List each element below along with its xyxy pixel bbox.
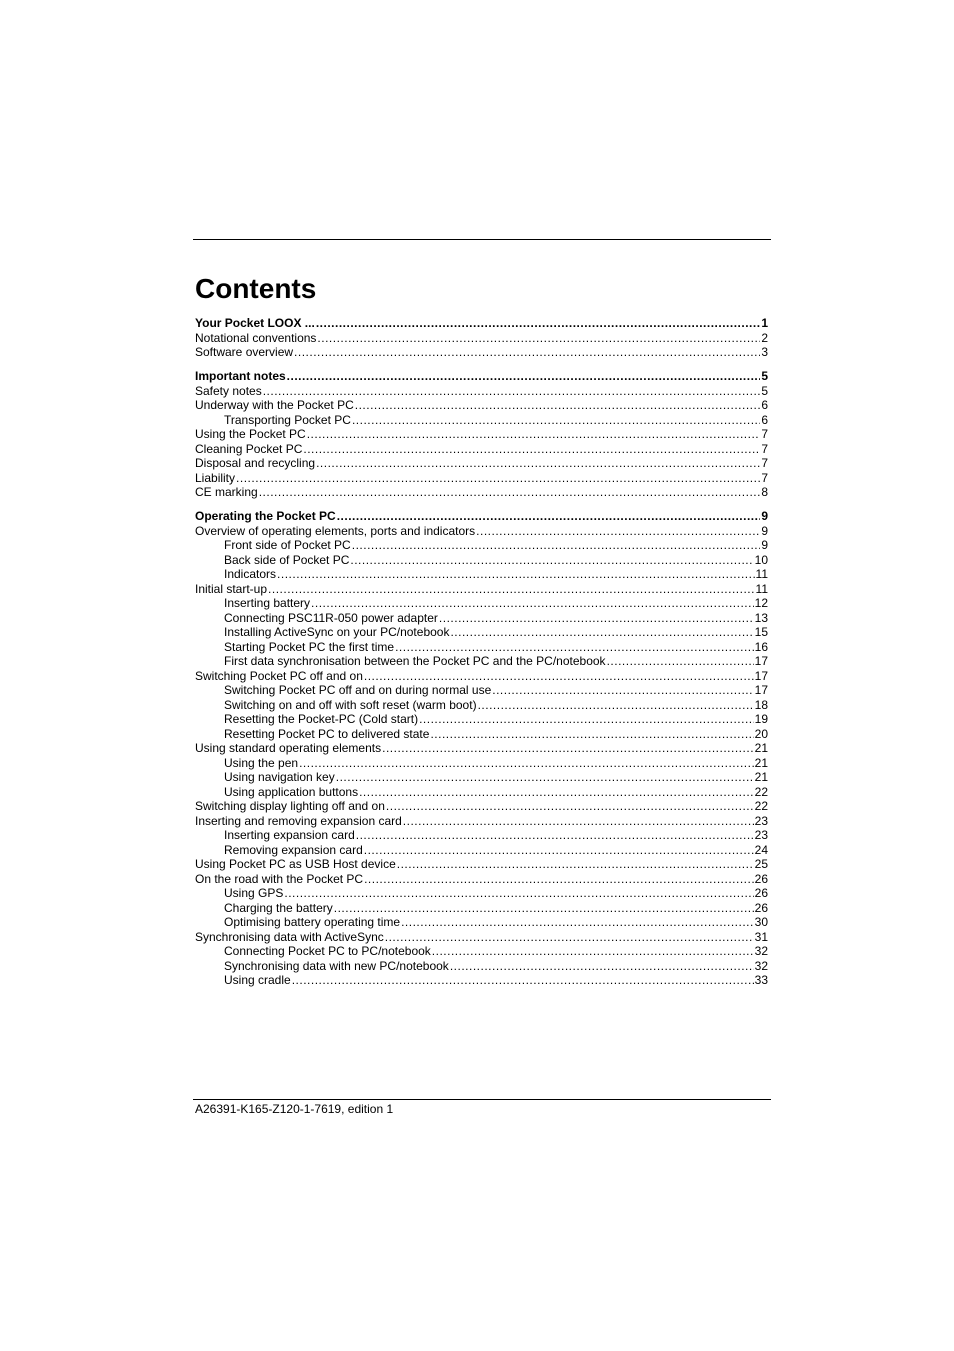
toc-subsection-entry[interactable] [195, 915, 768, 930]
toc-entry-title: CE marking [195, 485, 258, 499]
toc-dot-leader [316, 456, 760, 471]
toc-dot-leader [386, 799, 754, 814]
toc-subsection-entry[interactable] [195, 901, 768, 916]
toc-entry-title: Switching Pocket PC off and on [195, 668, 363, 683]
toc-entry-page-number: 17 [754, 683, 768, 697]
toc-section-entry[interactable] [195, 331, 768, 346]
toc-entry-page-number: 21 [754, 755, 768, 770]
toc-entry-title: Installing ActiveSync on your PC/notebook [224, 625, 450, 639]
toc-dot-leader [385, 930, 754, 945]
page-title: Contents [195, 273, 317, 304]
toc-entry-title: Optimising battery operating time [224, 915, 401, 929]
toc-entry-title: Notational conventions [195, 330, 317, 345]
toc-subsection-entry[interactable] [195, 973, 768, 988]
toc-subsection-entry[interactable] [195, 413, 768, 428]
toc-subsection-entry[interactable] [195, 625, 768, 640]
toc-dot-leader [397, 857, 754, 872]
toc-entry-page-number: 32 [754, 958, 768, 973]
toc-entry-page-number: 15 [754, 625, 768, 639]
footer-document-id: A26391-K165-Z120-1-7619, edition 1 [195, 1102, 394, 1116]
toc-entry-page-number: 31 [754, 929, 768, 944]
toc-entry-title: Cleaning Pocket PC [195, 441, 303, 456]
toc-dot-leader [350, 553, 753, 568]
toc-section-entry[interactable] [195, 930, 768, 945]
toc-section-entry[interactable] [195, 857, 768, 872]
toc-entry-page-number: 23 [754, 828, 768, 842]
toc-entry-title: Resetting the Pocket-PC (Cold start) [224, 712, 419, 726]
toc-entry-page-number: 21 [754, 770, 768, 784]
toc-entry-page-number: 3 [761, 345, 768, 359]
toc-dot-leader [403, 814, 754, 829]
toc-subsection-entry[interactable] [195, 959, 768, 974]
toc-subsection-entry[interactable] [195, 770, 768, 785]
toc-entry-page-number: 33 [754, 973, 768, 987]
toc-dot-leader [337, 509, 761, 524]
toc-entry-title: Liability [195, 470, 236, 485]
toc-entry-title: Removing expansion card [224, 842, 363, 857]
toc-entry-page-number: 10 [754, 552, 768, 567]
toc-entry-page-number: 9 [761, 538, 768, 552]
toc-entry-page-number: 17 [754, 668, 768, 683]
toc-subsection-entry[interactable] [195, 727, 768, 742]
toc-section-entry[interactable] [195, 471, 768, 486]
toc-chapter-entry[interactable] [195, 369, 768, 384]
toc-dot-leader [364, 843, 754, 858]
table-of-contents [195, 316, 768, 988]
toc-entry-page-number: 1 [761, 316, 768, 330]
toc-section-entry[interactable] [195, 398, 768, 413]
toc-dot-leader [317, 331, 760, 346]
toc-entry-page-number: 7 [761, 470, 768, 485]
toc-section-entry[interactable] [195, 814, 768, 829]
toc-entry-page-number: 22 [754, 784, 768, 799]
toc-entry-page-number: 30 [754, 915, 768, 929]
toc-subsection-entry[interactable] [195, 712, 768, 727]
toc-subsection-entry[interactable] [195, 698, 768, 713]
toc-section-entry[interactable] [195, 524, 768, 539]
toc-dot-leader [287, 369, 761, 384]
toc-entry-title: Important notes [195, 369, 286, 383]
toc-entry-title: Synchronising data with ActiveSync [195, 929, 384, 944]
toc-entry-title: Switching on and off with soft reset (warm boot) [224, 697, 477, 712]
toc-section-entry[interactable] [195, 456, 768, 471]
toc-dot-leader [277, 567, 755, 582]
toc-entry-page-number: 19 [754, 712, 768, 726]
toc-entry-page-number: 22 [754, 799, 768, 813]
toc-entry-title: Using the pen [224, 755, 299, 770]
toc-entry-page-number: 21 [754, 741, 768, 755]
toc-dot-leader [382, 741, 754, 756]
toc-chapter-entry[interactable] [195, 316, 768, 331]
toc-subsection-entry[interactable] [195, 944, 768, 959]
toc-dot-leader [284, 886, 753, 901]
toc-entry-page-number: 24 [754, 842, 768, 857]
toc-entry-page-number: 26 [754, 900, 768, 915]
toc-entry-title: Inserting battery [224, 596, 311, 610]
toc-subsection-entry[interactable] [195, 654, 768, 669]
toc-dot-leader [356, 828, 754, 843]
toc-dot-leader [352, 413, 760, 428]
toc-dot-leader [439, 611, 754, 626]
toc-entry-page-number: 2 [761, 330, 768, 345]
toc-chapter-entry[interactable] [195, 509, 768, 524]
toc-section-entry[interactable] [195, 872, 768, 887]
toc-entry-title: Using cradle [224, 973, 291, 987]
toc-dot-leader [303, 442, 760, 457]
toc-entry-page-number: 9 [761, 509, 768, 523]
toc-dot-leader [476, 524, 760, 539]
header-divider [193, 239, 771, 240]
toc-entry-title: Using standard operating elements [195, 741, 382, 755]
toc-entry-page-number: 11 [755, 581, 768, 596]
toc-entry-title: Overview of operating elements, ports and indicators [195, 523, 476, 538]
toc-entry-title: Synchronising data with new PC/notebook [224, 958, 449, 973]
toc-subsection-entry[interactable] [195, 756, 768, 771]
toc-entry-title: Safety notes [195, 383, 262, 398]
toc-section-entry[interactable] [195, 485, 768, 500]
toc-entry-title: Operating the Pocket PC [195, 509, 336, 523]
toc-section-entry[interactable] [195, 345, 768, 360]
toc-entry-page-number: 16 [754, 639, 768, 654]
toc-dot-leader [307, 427, 761, 442]
toc-entry-title: Transporting Pocket PC [224, 412, 351, 427]
toc-entry-title: Front side of Pocket PC [224, 538, 351, 552]
toc-entry-title: Using Pocket PC as USB Host device [195, 857, 396, 871]
toc-entry-title: Switching Pocket PC off and on during normal use [224, 683, 492, 697]
toc-section-entry[interactable] [195, 669, 768, 684]
toc-dot-leader [268, 582, 755, 597]
toc-dot-leader [359, 785, 754, 800]
toc-dot-leader [352, 538, 761, 553]
toc-subsection-entry[interactable] [195, 886, 768, 901]
toc-entry-page-number: 7 [761, 427, 768, 441]
toc-entry-page-number: 6 [761, 398, 768, 412]
toc-dot-leader [299, 756, 754, 771]
toc-entry-page-number: 5 [761, 383, 768, 398]
toc-entry-page-number: 17 [754, 654, 768, 668]
toc-section-entry[interactable] [195, 442, 768, 457]
toc-dot-leader [430, 727, 753, 742]
toc-entry-title: Inserting expansion card [224, 828, 355, 842]
toc-entry-title: Your Pocket LOOX ... [195, 316, 315, 330]
toc-entry-page-number: 8 [761, 485, 768, 499]
toc-entry-page-number: 25 [754, 857, 768, 871]
toc-entry-title: Inserting and removing expansion card [195, 813, 402, 828]
toc-entry-title: Connecting PSC11R-050 power adapter [224, 610, 438, 625]
toc-dot-leader [236, 471, 760, 486]
toc-section-entry[interactable] [195, 384, 768, 399]
toc-entry-page-number: 26 [754, 886, 768, 900]
toc-entry-page-number: 11 [755, 567, 768, 581]
toc-entry-title: Disposal and recycling [195, 456, 316, 470]
toc-dot-leader [336, 770, 754, 785]
toc-entry-title: Back side of Pocket PC [224, 552, 350, 567]
toc-entry-title: Charging the battery [224, 900, 333, 915]
toc-entry-title: Using GPS [224, 886, 284, 900]
toc-dot-leader [450, 959, 754, 974]
toc-section-entry[interactable] [195, 799, 768, 814]
toc-dot-leader [419, 712, 754, 727]
toc-dot-leader [478, 698, 754, 713]
toc-entry-page-number: 32 [754, 944, 768, 958]
toc-entry-title: Resetting Pocket PC to delivered state [224, 726, 430, 741]
toc-subsection-entry[interactable] [195, 567, 768, 582]
toc-entry-title: Indicators [224, 567, 277, 581]
toc-entry-page-number: 9 [761, 523, 768, 538]
toc-dot-leader [355, 398, 761, 413]
toc-entry-page-number: 18 [754, 697, 768, 712]
toc-entry-title: Using the Pocket PC [195, 427, 306, 441]
toc-dot-leader [334, 901, 754, 916]
toc-dot-leader [294, 345, 760, 360]
toc-dot-leader [401, 915, 754, 930]
toc-dot-leader [259, 485, 761, 500]
toc-dot-leader [316, 316, 761, 331]
toc-entry-title: Using navigation key [224, 770, 335, 784]
toc-entry-page-number: 13 [754, 610, 768, 625]
toc-entry-title: Switching display lighting off and on [195, 799, 385, 813]
toc-section-entry[interactable] [195, 582, 768, 597]
toc-subsection-entry[interactable] [195, 683, 768, 698]
toc-entry-page-number: 23 [754, 813, 768, 828]
toc-entry-page-number: 7 [761, 456, 768, 470]
toc-subsection-entry[interactable] [195, 553, 768, 568]
toc-subsection-entry[interactable] [195, 640, 768, 655]
toc-subsection-entry[interactable] [195, 785, 768, 800]
toc-dot-leader [364, 669, 754, 684]
toc-entry-page-number: 20 [754, 726, 768, 741]
toc-dot-leader [263, 384, 761, 399]
toc-entry-page-number: 5 [761, 369, 768, 383]
toc-dot-leader [607, 654, 754, 669]
toc-subsection-entry[interactable] [195, 843, 768, 858]
toc-subsection-entry[interactable] [195, 538, 768, 553]
toc-entry-page-number: 12 [754, 596, 768, 610]
toc-dot-leader [311, 596, 754, 611]
toc-subsection-entry[interactable] [195, 596, 768, 611]
toc-dot-leader [364, 872, 754, 887]
toc-entry-title: Starting Pocket PC the first time [224, 639, 395, 654]
toc-subsection-entry[interactable] [195, 828, 768, 843]
toc-section-entry[interactable] [195, 427, 768, 442]
toc-entry-page-number: 26 [754, 871, 768, 886]
toc-entry-title: Underway with the Pocket PC [195, 398, 354, 412]
toc-entry-page-number: 6 [761, 412, 768, 427]
toc-entry-title: First data synchronisation between the Pocket PC and the PC/notebook [224, 654, 606, 668]
toc-dot-leader [292, 973, 754, 988]
toc-entry-title: On the road with the Pocket PC [195, 871, 364, 886]
toc-dot-leader [492, 683, 753, 698]
toc-entry-title: Software overview [195, 345, 294, 359]
toc-dot-leader [432, 944, 754, 959]
toc-dot-leader [450, 625, 753, 640]
toc-subsection-entry[interactable] [195, 611, 768, 626]
toc-section-entry[interactable] [195, 741, 768, 756]
toc-dot-leader [395, 640, 754, 655]
toc-entry-title: Initial start-up [195, 581, 268, 596]
footer-divider [193, 1099, 771, 1100]
toc-entry-title: Using application buttons [224, 784, 359, 799]
toc-entry-page-number: 7 [761, 441, 768, 456]
toc-entry-title: Connecting Pocket PC to PC/notebook [224, 944, 431, 958]
